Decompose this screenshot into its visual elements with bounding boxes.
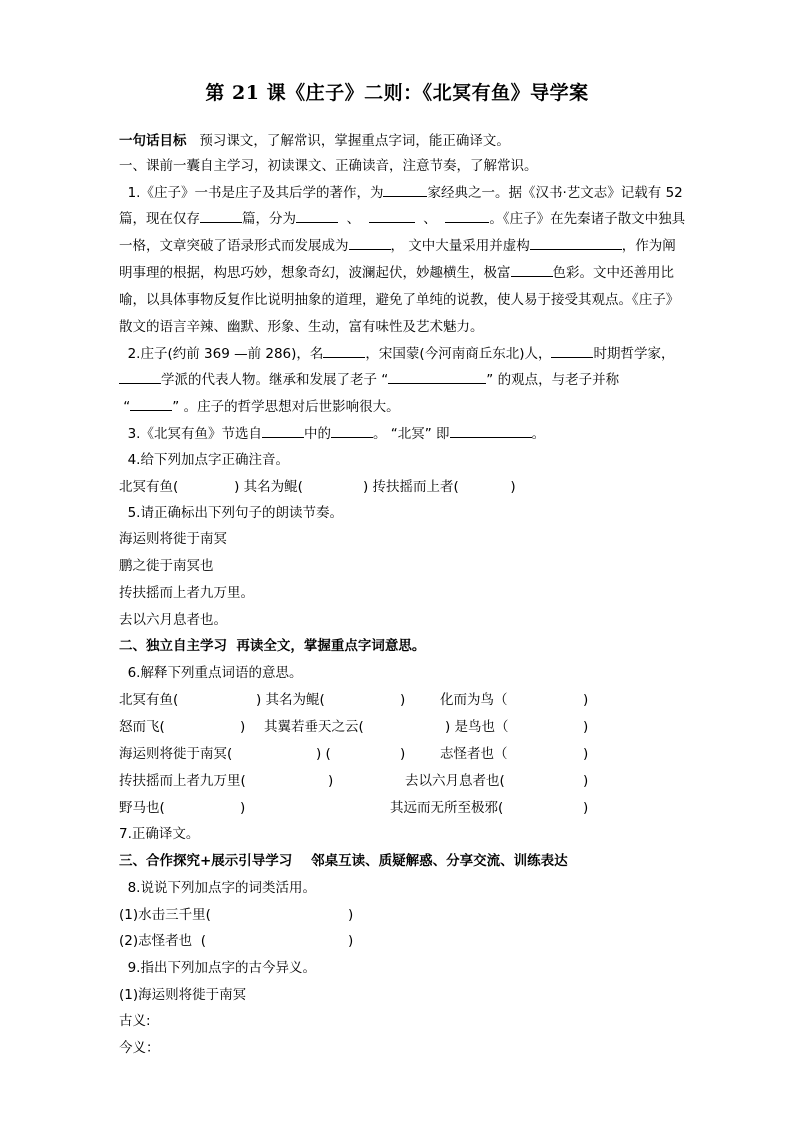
blank[interactable] <box>530 237 622 250</box>
q1-line-1: 1.《庄子》一书是庄子及其后学的著作，为 家经典之一。据《汉书·艺文志》记载有 52 <box>127 185 683 201</box>
blank[interactable] <box>200 210 242 223</box>
q2-line-1: 2.庄子(约前 369 —前 286)，名 ，宋国蒙(今河南商丘东北)人， 时期哲学家， <box>127 346 675 362</box>
q7: 7.正确译文。 <box>119 826 200 842</box>
q9-jin-label: 今义： <box>119 1040 160 1056</box>
q2-line-2: 学派的代表人物。继承和发展了老子 “ ” 的观点，与老子并称 <box>119 371 619 389</box>
q6-row-2: 怒而飞( ) 其翼若垂天之云( ) 是鸟也（ ) <box>119 719 589 735</box>
q8-item-1: (1)水击三千里( ) <box>119 907 354 923</box>
q4-items: 北冥有鱼( ) 其名为鲲( ) 抟扶摇而上者( ) <box>119 479 516 495</box>
blank[interactable] <box>331 425 373 438</box>
blank[interactable] <box>369 210 415 223</box>
q5-sentence-2: 鹏之徙于南冥也 <box>119 558 214 574</box>
q1-line-5: 喻，以具体事物反复作比说明抽象的道理，避免了单纯的说教，使人易于接受其观点。《庄子》 <box>119 292 680 308</box>
blank[interactable] <box>349 237 391 250</box>
section-2-heading: 二、独立自主学习 再读全文，掌握重点字词意思。 <box>119 638 426 654</box>
q1-line-3: 一格，文章突破了语录形式而发展成为 ， 文中大量采用并虚构 ，作为阐 <box>119 238 676 254</box>
q9-stem: 9.指出下列加点字的古今异义。 <box>127 960 316 976</box>
q3-line: 3.《北冥有鱼》节选自 中的 。 “北冥” 即 。 <box>127 426 546 442</box>
q4-stem: 4.给下列加点字正确注音。 <box>127 452 289 468</box>
blank[interactable] <box>551 345 593 358</box>
blank[interactable] <box>130 398 172 411</box>
section-1-heading: 一、课前一囊自主学习，初读课文、正确读音，注意节奏，了解常识。 <box>119 158 538 174</box>
goal-text: 预习课文，了解常识，掌握重点字词，能正确译文。 <box>199 133 510 149</box>
blank[interactable] <box>388 371 486 384</box>
blank[interactable] <box>119 371 161 384</box>
q6-row-1: 北冥有鱼( ) 其名为鲲( ) 化而为鸟（ ) <box>119 692 589 708</box>
q6-row-3: 海运则将徙于南冥( ) ( ) 志怪者也（ ) <box>119 746 589 762</box>
blank[interactable] <box>323 345 365 358</box>
q6-stem: 6.解释下列重点词语的意思。 <box>127 665 303 681</box>
goal-label: 一句话目标 <box>119 133 187 149</box>
q5-sentence-1: 海运则将徙于南冥 <box>119 531 227 547</box>
blank[interactable] <box>262 425 304 438</box>
q5-stem: 5.请正确标出下列句子的朗读节奏。 <box>127 505 343 521</box>
q1-line-2: 篇，现在仅存 篇，分为 、 、 。《庄子》在先秦诸子散文中独具 <box>119 211 686 227</box>
q5-sentence-3: 抟扶摇而上者九万里。 <box>119 585 254 601</box>
q1-line-4: 明事理的根据，构思巧妙，想象奇幻，波澜起伏，妙趣横生，极富 色彩。文中还善用比 <box>119 265 674 281</box>
q2-line-3: “ ” 。庄子的哲学思想对后世影响很大。 <box>123 399 400 415</box>
blank[interactable] <box>296 210 338 223</box>
q6-row-5: 野马也( ) 其远而无所至极邪( ) <box>119 800 589 816</box>
q8-item-2: (2)志怪者也 ( ) <box>119 933 354 949</box>
blank[interactable] <box>383 184 427 197</box>
q8-stem: 8.说说下列加点字的词类活用。 <box>127 880 316 896</box>
q9-gu-label: 古义: <box>119 1013 151 1029</box>
q5-sentence-4: 去以六月息者也。 <box>119 612 227 628</box>
q1-line-6: 散文的语言辛辣、幽默、形象、生动，富有味性及艺术魅力。 <box>119 319 484 335</box>
q9-item-1: (1)海运则将徙于南冥 <box>119 987 247 1003</box>
section-3-heading: 三、合作探究+展示引导学习 邻桌互读、质疑解惑、分享交流、训练表达 <box>119 853 568 869</box>
q6-row-4: 抟扶摇而上者九万里( ) 去以六月息者也( ) <box>119 773 589 789</box>
blank[interactable] <box>445 210 489 223</box>
blank[interactable] <box>450 425 532 438</box>
page-title: 第 21 课《庄子》二则：《北冥有鱼》导学案 <box>205 82 589 104</box>
goal-line <box>119 132 510 150</box>
blank[interactable] <box>511 264 553 277</box>
